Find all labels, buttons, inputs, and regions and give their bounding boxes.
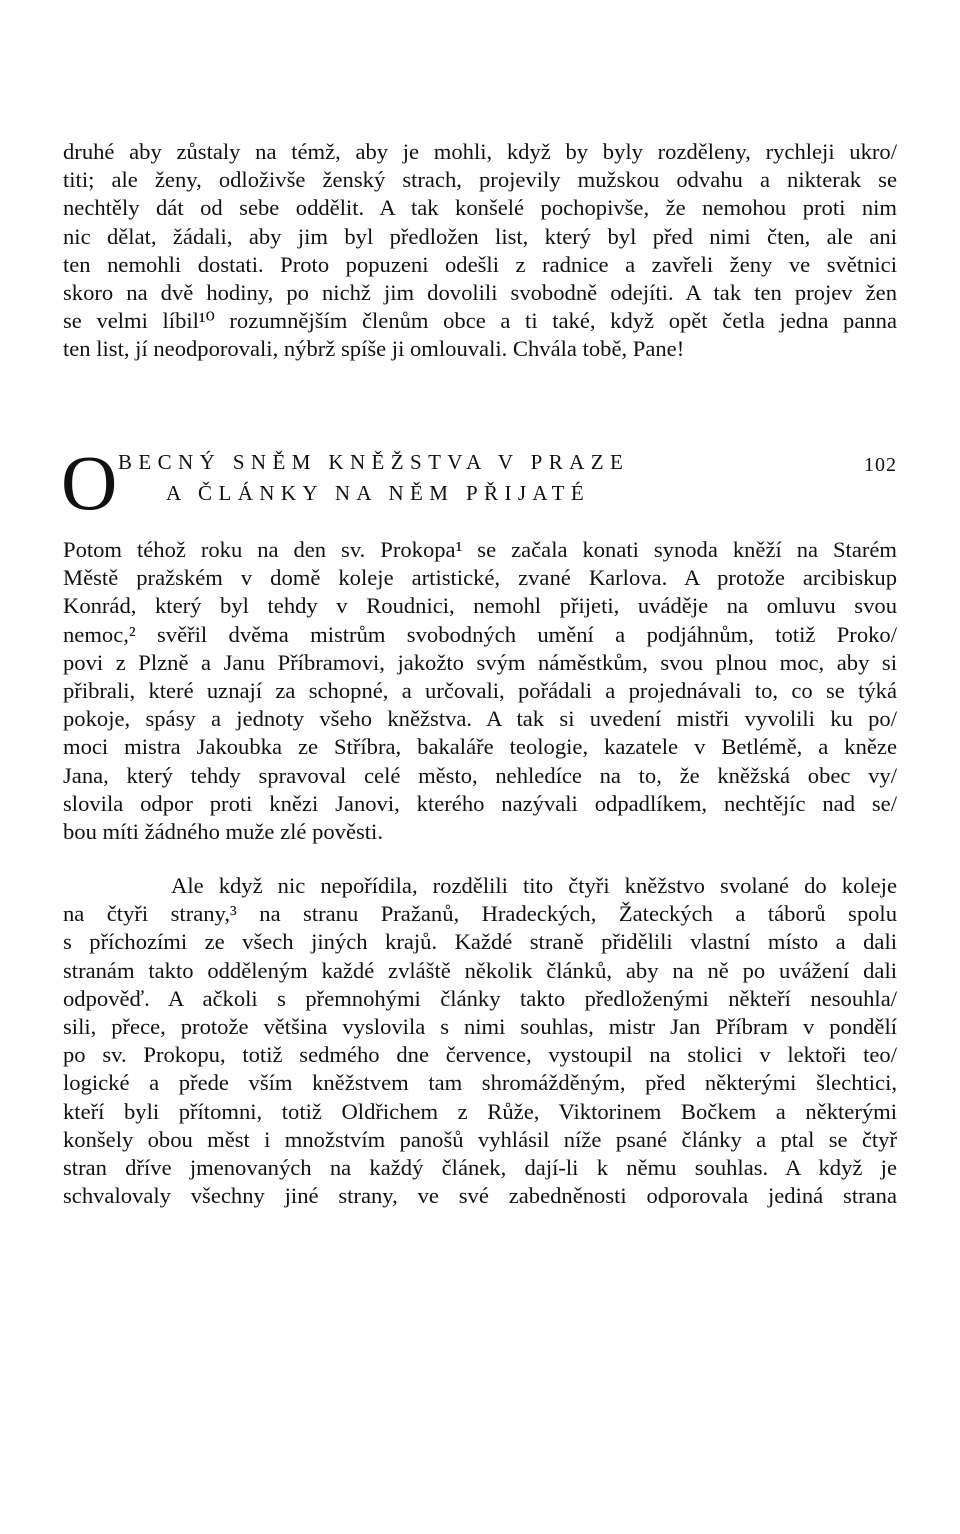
heading-line-1: BECNÝ SNĚM KNĚŽSTVA V PRAZE	[118, 450, 630, 474]
text-line: stran dříve jmenovaných na každý článek, dají-li k němu souhlas. A když je	[63, 1154, 897, 1180]
text-line: s příchozími ze všech jiných krajů. Každé straně přidělili vlastní místo a dali	[63, 929, 897, 955]
text-line: po sv. Prokopu, totiž sedmého dne července, vystoupil na stolici v lektoři teo/	[63, 1042, 897, 1068]
paragraph	[63, 536, 897, 846]
text-line: skoro na dvě hodiny, po nichž jim dovolili svobodně odejíti. A tak ten projev žen	[63, 279, 897, 305]
drop-cap: O	[61, 439, 118, 526]
text-line: se velmi líbil¹⁰ rozumnějším členům obce a ti také, když opět četla jedna panna	[63, 308, 897, 334]
text-line: povi z Plzně a Janu Příbramovi, jakožto svým náměstkům, svou plnou moc, aby si	[63, 649, 897, 675]
text-line: schvalovaly všechny jiné strany, ve své zabedněnosti odporovala jediná strana	[63, 1183, 897, 1209]
text-line: ten list, jí neodporovali, nýbrž spíše ji omlouvali. Chvála tobě, Pane!	[63, 336, 685, 362]
text-line: nemoc,² svěřil dvěma mistrům svobodných umění a podjáhnům, totiž Proko/	[63, 621, 897, 647]
text-line: konšely obou měst i množstvím panošů vyhlásil níže psané články a ptal se čtyř	[63, 1126, 897, 1152]
text-line: pokoje, spásy a jednoty všeho kněžstva. A tak si uvedení mistři vyvolili ku po/	[63, 706, 897, 732]
chapter-heading	[61, 439, 897, 526]
text-line: titi; ale ženy, odloživše ženský strach, projevily mužskou odvahu a nikterak se	[63, 167, 897, 193]
text-line: na čtyři strany,³ na stranu Pražanů, Hradeckých, Žateckých a táborů spolu	[63, 901, 897, 927]
text-line: logické a přede vším kněžstvem tam shromážděným, před některými šlechtici,	[63, 1070, 897, 1096]
text-line: bou míti žádného muže zlé pověsti.	[63, 818, 383, 844]
paragraph-continuation	[63, 138, 897, 364]
text-line: kteří byli přítomni, totiž Oldřichem z Růže, Viktorinem Bočkem a některými	[63, 1098, 897, 1124]
text-line: odpověď. A ačkoli s přemnohými články takto předloženými někteří nesouhla/	[63, 985, 897, 1011]
text-line: druhé aby zůstaly na témž, aby je mohli, když by byly rozděleny, rychleji ukro/	[63, 139, 897, 164]
text-line: Městě pražském v domě koleje artistické, zvané Karlova. A protože arcibiskup	[63, 565, 897, 591]
paragraph	[63, 872, 897, 1210]
text-line: ten nemohli dostati. Proto popuzeni odešli z radnice a zavřeli ženy ve světnici	[63, 251, 897, 277]
text-line: Konrád, který byl tehdy v Roudnici, nemohl přijeti, uváděje na omluvu svou	[63, 593, 897, 619]
text-line: Ale když nic nepořídila, rozdělili tito čtyři kněžstvo svolané do koleje	[171, 873, 897, 898]
text-line: slovila odpor proti knězi Janovi, kterého nazývali odpadlíkem, nechtějíc nad se/	[63, 790, 897, 816]
text-line: sili, přece, protože většina vyslovila s nimi souhlas, mistr Jan Příbram v pondělí	[63, 1013, 897, 1039]
text-line: Potom téhož roku na den sv. Prokopa¹ se začala konati synoda kněží na Starém	[63, 537, 897, 562]
chapter-number: 102	[864, 454, 897, 476]
text-line: nechtěly dát od sebe oddělit. A tak konšelé pochopivše, že nemohou proti nim	[63, 195, 897, 221]
text-line: nic dělat, žádali, aby jim byl předložen list, který byl před nimi čten, ale ani	[63, 223, 897, 249]
text-line: přibrali, které uznají za schopné, a určovali, pořádali a projednávali to, co se týká	[63, 677, 897, 703]
heading-line-2: A ČLÁNKY NA NĚM PŘIJATÉ	[166, 481, 591, 505]
page-body	[61, 138, 897, 1209]
text-line: Jana, který tehdy spravoval celé město, nehledíce na to, že kněžská obec vy/	[63, 762, 897, 788]
text-line: stranám takto odděleným každé zvláště několik článků, aby na ně po uvážení dali	[63, 957, 897, 983]
text-line: moci mistra Jakoubka ze Stříbra, bakaláře teologie, kazatele v Betlémě, a kněze	[63, 734, 897, 760]
